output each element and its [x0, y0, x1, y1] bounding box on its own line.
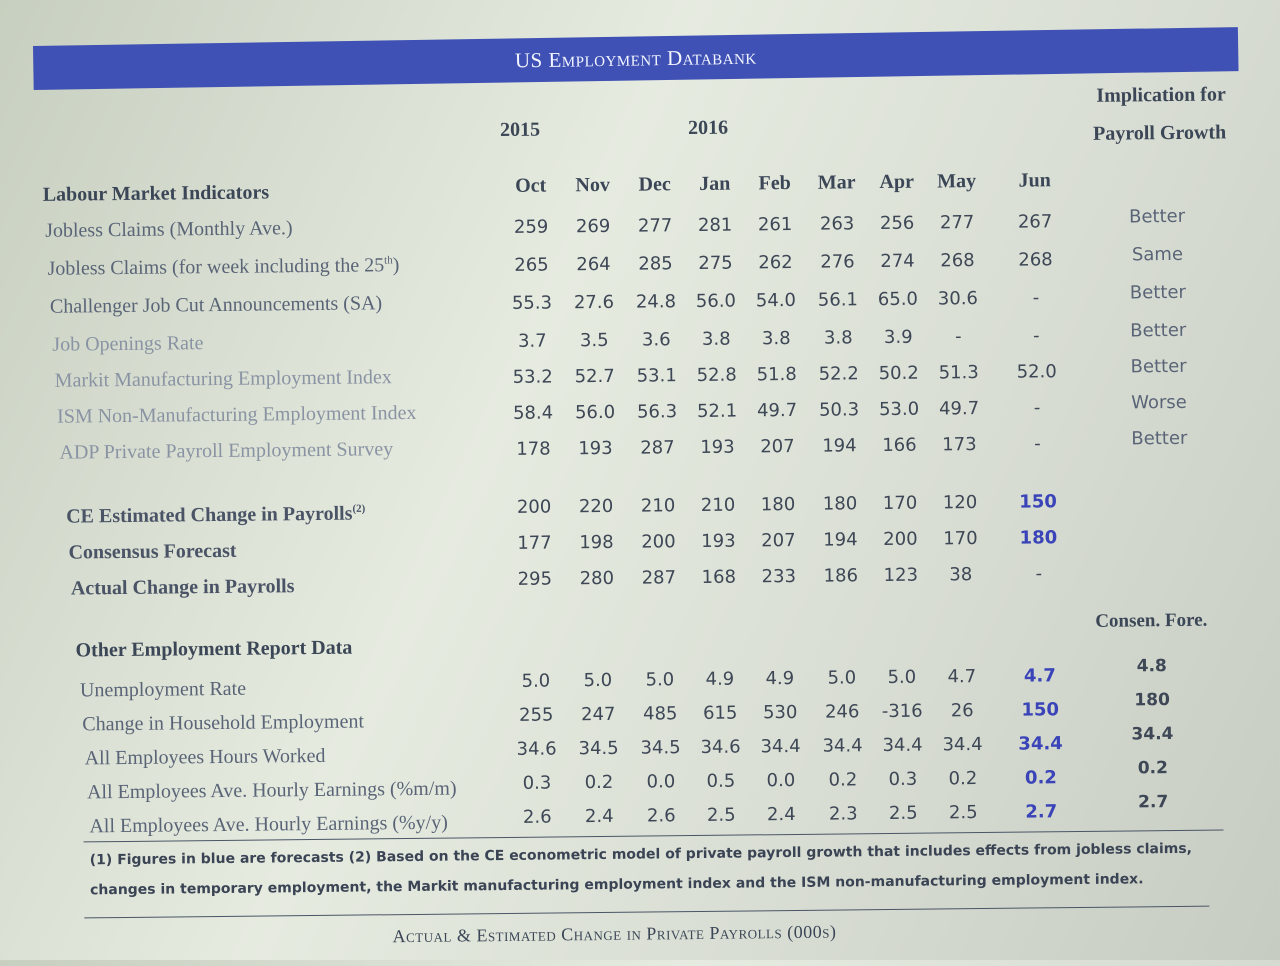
value-cell: 5.0 — [827, 667, 857, 689]
value-cell: 123 — [883, 564, 919, 587]
year-2015: 2015 — [500, 118, 541, 142]
value-cell: 3.8 — [701, 328, 731, 350]
value-cell: 50.2 — [878, 362, 919, 385]
value-cell: 5.0 — [521, 670, 551, 692]
value-cell: - — [1032, 325, 1040, 347]
value-cell: 2.3 — [828, 803, 858, 825]
month-header: Oct — [515, 174, 547, 197]
value-cell: 53.1 — [636, 365, 677, 387]
implication-cell: Better — [1130, 355, 1187, 378]
row-label: Unemployment Rate — [79, 677, 247, 702]
row-label-superscript: th — [384, 254, 393, 267]
value-cell: 268 — [940, 250, 975, 272]
value-cell: 281 — [697, 214, 733, 236]
value-cell: 3.7 — [517, 330, 547, 352]
value-cell: 285 — [638, 253, 673, 275]
row-label — [71, 575, 295, 600]
consensus-forecast-header: Consen. Fore. — [1095, 609, 1208, 632]
value-cell: 295 — [517, 568, 553, 590]
row-label: All Employees Ave. Hourly Earnings (%m/m) — [86, 777, 457, 804]
value-cell: 259 — [513, 216, 549, 238]
month-header: Feb — [758, 171, 791, 195]
value-cell: 275 — [698, 252, 733, 274]
value-cell: 287 — [641, 567, 677, 589]
value-cell: 0.0 — [646, 771, 676, 793]
consensus-cell: 4.8 — [1136, 656, 1167, 677]
value-cell: 52.0 — [1016, 361, 1057, 383]
value-cell: 207 — [760, 435, 795, 458]
value-cell: 0.2 — [1024, 767, 1057, 789]
value-cell: 52.7 — [574, 365, 615, 388]
row-label: All Employees Ave. Hourly Earnings (%y/y) — [89, 811, 448, 838]
value-cell: 2.4 — [584, 805, 614, 828]
value-cell: 261 — [757, 213, 793, 236]
value-cell: 34.5 — [640, 737, 681, 759]
month-header: Jan — [699, 172, 731, 195]
row-label-superscript: (2) — [352, 502, 366, 515]
month-header: Nov — [575, 173, 611, 197]
row-label — [50, 292, 382, 318]
row-label-text: Actual Change in Payrolls — [70, 575, 295, 600]
value-cell: 277 — [637, 215, 673, 237]
value-cell: 150 — [1021, 699, 1060, 721]
month-header: Apr — [879, 170, 915, 194]
value-cell: 194 — [822, 435, 857, 457]
value-cell: 34.4 — [1018, 733, 1063, 755]
value-cell: 56.0 — [695, 290, 737, 312]
value-cell: 38 — [949, 564, 973, 586]
value-cell: 53.2 — [512, 366, 553, 388]
row-label-text: Markit Manufacturing Employment Index — [54, 366, 392, 392]
value-cell: 194 — [823, 529, 858, 551]
value-cell: 34.6 — [516, 738, 557, 760]
value-cell: 256 — [879, 212, 915, 235]
implication-cell: Worse — [1131, 391, 1187, 414]
value-cell: 287 — [640, 437, 675, 459]
value-cell: 200 — [883, 528, 918, 551]
row-label — [66, 502, 365, 528]
value-cell: 200 — [516, 496, 552, 518]
value-cell: 268 — [1018, 249, 1053, 271]
value-cell: 277 — [939, 212, 975, 234]
value-cell: 0.2 — [828, 769, 858, 791]
value-cell: 55.3 — [511, 292, 553, 314]
row-label — [45, 217, 293, 243]
value-cell: 3.6 — [641, 329, 671, 351]
value-cell: 30.6 — [937, 288, 979, 310]
value-cell: 178 — [516, 438, 551, 460]
value-cell: 2.4 — [766, 803, 796, 826]
row-label — [59, 438, 393, 464]
value-cell: 180 — [760, 493, 796, 516]
value-cell: 255 — [518, 704, 554, 726]
value-cell: 24.8 — [635, 291, 677, 313]
month-header: Dec — [638, 173, 671, 196]
value-cell: 34.4 — [882, 734, 923, 757]
month-header: Mar — [817, 171, 856, 194]
consensus-cell: 2.7 — [1138, 792, 1169, 813]
row-label-text: Challenger Job Cut Announcements (SA) — [49, 292, 383, 318]
consensus-cell: 0.2 — [1137, 758, 1169, 779]
value-cell: - — [1032, 287, 1040, 309]
value-cell: 3.5 — [579, 329, 609, 352]
value-cell: 52.2 — [818, 363, 859, 385]
value-cell: 193 — [700, 436, 735, 458]
value-cell: 56.0 — [574, 401, 616, 424]
row-label — [47, 254, 399, 281]
value-cell: 56.1 — [817, 289, 859, 311]
value-cell: 269 — [575, 215, 611, 238]
value-cell: 56.3 — [636, 401, 678, 423]
consensus-cell: 34.4 — [1131, 724, 1174, 745]
value-cell: 27.6 — [573, 291, 615, 314]
value-cell: 52.1 — [696, 400, 738, 422]
value-cell: 4.7 — [947, 666, 977, 688]
value-cell: 263 — [819, 213, 855, 235]
value-cell: 34.6 — [700, 736, 741, 758]
value-cell: 180 — [1019, 527, 1058, 549]
value-cell: 34.4 — [760, 735, 801, 758]
value-cell: - — [1035, 563, 1043, 585]
value-cell: 54.0 — [755, 289, 797, 312]
value-cell: 220 — [578, 495, 614, 518]
row-label — [55, 366, 392, 393]
value-cell: 2.5 — [948, 802, 978, 824]
consensus-cell: 180 — [1134, 690, 1170, 711]
value-cell: 4.9 — [765, 667, 795, 690]
value-cell: 170 — [943, 528, 978, 550]
value-cell: 246 — [824, 701, 860, 723]
value-cell: 193 — [701, 530, 736, 552]
value-cell: - — [954, 326, 962, 348]
value-cell: 5.0 — [645, 669, 675, 691]
row-label-text: ADP Private Payroll Employment Survey — [59, 438, 394, 464]
value-cell: 2.6 — [522, 806, 552, 828]
value-cell: 4.7 — [1023, 665, 1056, 687]
value-cell: 58.4 — [512, 402, 554, 424]
value-cell: 210 — [700, 494, 736, 516]
value-cell: 177 — [517, 532, 552, 554]
other-data-heading: Other Employment Report Data — [75, 636, 353, 662]
month-header: Jun — [1018, 169, 1051, 192]
footnote-rule — [84, 906, 1209, 919]
value-cell: 210 — [640, 495, 676, 517]
value-cell: 0.2 — [584, 771, 614, 794]
value-cell: 65.0 — [877, 288, 919, 311]
row-label-text: Jobless Claims (Monthly Ave.) — [45, 217, 293, 242]
implication-cell: Better — [1128, 205, 1186, 228]
value-cell: 265 — [514, 254, 549, 276]
value-cell: 53.0 — [878, 398, 920, 421]
value-cell: 50.3 — [818, 399, 860, 421]
value-cell: 168 — [701, 566, 737, 588]
value-cell: 51.3 — [938, 362, 979, 384]
value-cell: 262 — [758, 251, 793, 274]
row-label-text: ISM Non-Manufacturing Employment Index — [56, 401, 417, 428]
value-cell: 3.8 — [823, 327, 853, 349]
row-label: Change in Household Employment — [82, 710, 365, 736]
value-cell: 200 — [641, 531, 676, 553]
row-label: All Employees Hours Worked — [84, 744, 326, 770]
labour-market-heading: Labour Market Indicators — [42, 181, 270, 206]
value-cell: 51.8 — [756, 363, 797, 386]
value-cell: 26 — [950, 700, 974, 722]
value-cell: 264 — [576, 253, 611, 276]
implication-header-line1: Implication for — [1096, 83, 1226, 107]
value-cell: 166 — [882, 434, 917, 457]
row-label-text: Job Openings Rate — [52, 332, 204, 356]
value-cell: 198 — [579, 531, 614, 554]
value-cell: 0.0 — [766, 769, 796, 792]
value-cell: -316 — [881, 700, 923, 723]
value-cell: 193 — [578, 437, 613, 460]
value-cell: 0.3 — [888, 768, 918, 790]
value-cell: 207 — [761, 529, 796, 552]
value-cell: 4.9 — [705, 668, 735, 690]
value-cell: 2.6 — [646, 805, 676, 827]
value-cell: 173 — [942, 434, 977, 456]
value-cell: 120 — [942, 492, 978, 514]
value-cell: 49.7 — [938, 398, 980, 420]
value-cell: 0.3 — [522, 772, 552, 794]
value-cell: 2.5 — [706, 804, 736, 826]
value-cell: 0.2 — [948, 768, 978, 790]
value-cell: 34.4 — [942, 734, 983, 756]
value-cell: 615 — [702, 702, 738, 724]
value-cell: 0.5 — [706, 770, 736, 792]
value-cell: 5.0 — [887, 666, 917, 688]
value-cell: 2.5 — [888, 802, 918, 824]
value-cell: - — [1034, 433, 1041, 455]
row-label — [52, 332, 203, 357]
value-cell: 530 — [762, 701, 798, 724]
implication-header-line2: Payroll Growth — [1092, 121, 1227, 145]
value-cell: 150 — [1019, 491, 1057, 513]
row-label-text: CE Estimated Change in Payrolls — [66, 502, 353, 528]
value-cell: 267 — [1017, 211, 1053, 233]
month-header: May — [937, 170, 977, 193]
value-cell: 274 — [880, 250, 915, 273]
value-cell: 34.5 — [578, 737, 619, 760]
implication-cell: Better — [1129, 281, 1186, 304]
implication-cell: Better — [1131, 427, 1188, 450]
value-cell: 3.8 — [761, 327, 791, 350]
year-2016: 2016 — [687, 116, 729, 140]
value-cell: 52.8 — [696, 364, 737, 386]
value-cell: 233 — [761, 565, 797, 588]
chart-title-below: Actual & Estimated Change in Private Payrolls (000s) — [392, 921, 837, 947]
value-cell: 2.7 — [1025, 801, 1058, 823]
value-cell: 276 — [820, 251, 855, 273]
value-cell: 186 — [823, 565, 859, 587]
implication-cell: Better — [1130, 319, 1187, 342]
row-label — [68, 540, 236, 565]
value-cell: 49.7 — [756, 399, 798, 422]
value-cell: 485 — [642, 703, 678, 725]
value-cell: 170 — [882, 492, 918, 515]
footnote: (1) Figures in blue are forecasts (2) Based on the CE econometric model of private payroll growth that includes effects from jobless claims, changes in temporary employment, the Markit manufacturing employment index and the ISM non-manufacturing employment index. — [89, 840, 1193, 899]
value-cell: 5.0 — [583, 669, 613, 692]
value-cell: 180 — [822, 493, 858, 515]
row-label-text: Consensus Forecast — [68, 539, 237, 564]
row-label-end: ) — [392, 254, 400, 277]
row-label — [57, 402, 417, 429]
value-cell: - — [1033, 397, 1041, 419]
page-title: US Employment Databank — [514, 44, 757, 73]
value-cell: 247 — [580, 703, 616, 726]
row-label-text: Jobless Claims (for week including the 25 — [47, 254, 385, 280]
value-cell: 34.4 — [822, 735, 863, 757]
value-cell: 3.9 — [883, 326, 913, 349]
value-cell: 280 — [579, 567, 615, 590]
implication-cell: Same — [1131, 243, 1184, 266]
